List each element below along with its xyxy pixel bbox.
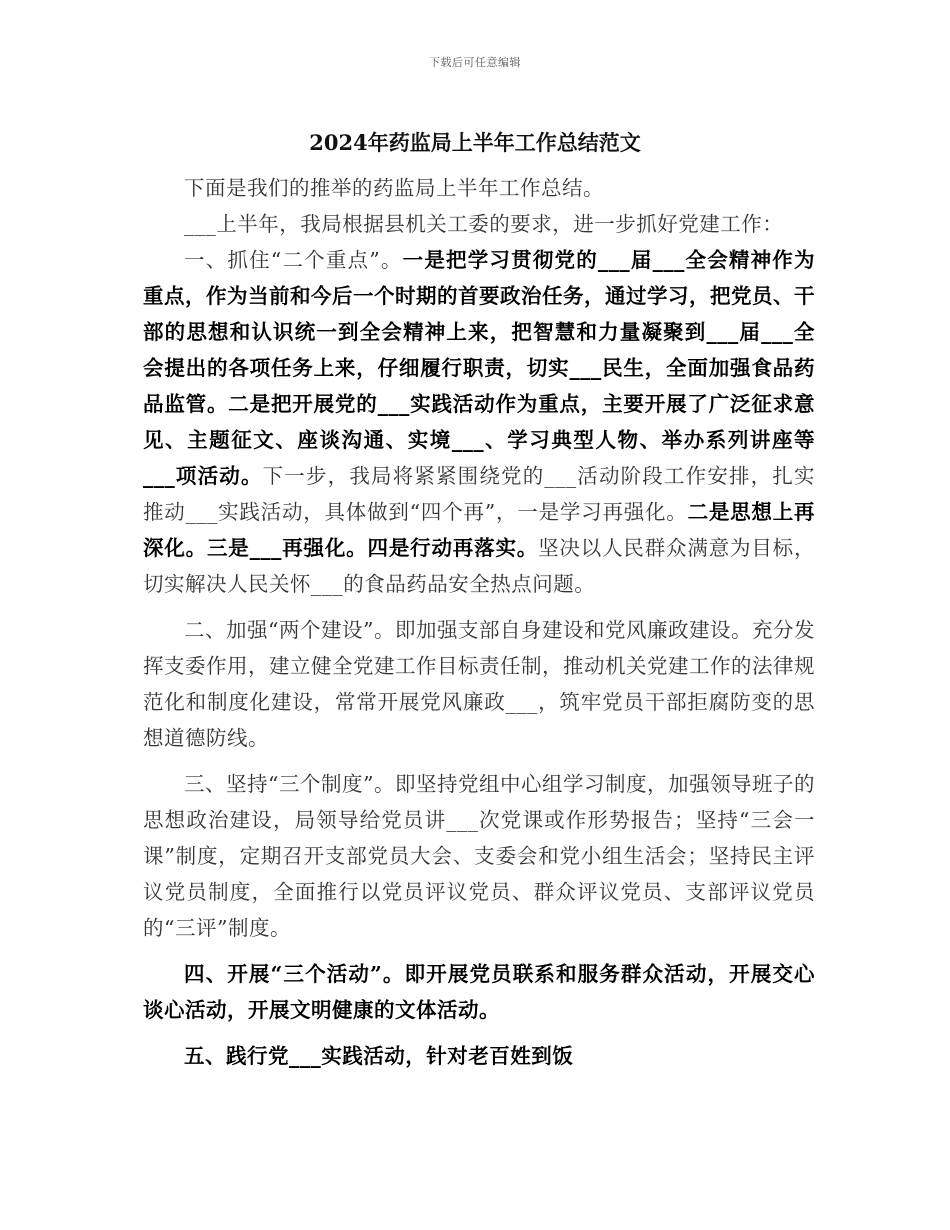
paragraph-gap [143,756,815,766]
paragraph-3-bold-2: 二是思想上再深化。三是___再强化。四是行动再落实。 [143,500,815,560]
paragraph-gap [143,1028,815,1038]
paragraph-3-lead: 一、抓住“二个重点”。 [184,248,403,272]
paragraph-6: 四、开展“三个活动”。即开展党员联系和服务群众活动，开展交心谈心活动，开展文明健康的文体活动。 [143,962,815,1022]
document-body [143,170,815,1074]
paragraph-4: 二、加强“两个建设”。即加强支部自身建设和党风廉政建设。充分发挥支委作用，建立健全党建工作目标责任制，推动机关党建工作的法律规范化和制度化建设，常常开展党风廉政___，筑牢党员干部拒腐防变的思想道德防线。 [143,618,815,750]
paragraph-3-bold-1: 一是把学习贯彻党的___届___全会精神作为重点，作为当前和今后一个时期的首要政治任务，通过学习，把党员、干部的思想和认识统一到全会精神上来，把智慧和力量凝聚到___届___全会提出的各项任务上来，仔细履行职责，切实___民生，全面加强食品药品监管。二是把开展党的___实践活动作为重点，主要开展了广泛征求意见、主题征文、座谈沟通、实境___、学习典型人物、举办系列讲座等___项活动。 [143,248,815,488]
paragraph-3-normal-2: 坚决以人民群众满意为目标，切实解决人民关怀___的食品药品安全热点问题。 [143,536,816,596]
paragraph-gap [143,946,815,956]
paragraph-gap [143,602,815,612]
paragraph-2: ___上半年，我局根据县机关工委的要求，进一步抓好党建工作： [184,212,784,236]
paragraph-3 [143,242,815,602]
paragraph-intro: 下面是我们的推举的药监局上半年工作总结。 [184,176,604,200]
page-header: 下载后可任意编辑 [429,56,521,69]
paragraph-3-normal-1: 下一步，我局将紧紧围绕党的___活动阶段工作安排，扎实推动___实践活动，具体做到“四个再”，一是学习再强化。 [143,464,816,524]
paragraph-5: 三、坚持“三个制度”。即坚持党组中心组学习制度，加强领导班子的思想政治建设，局领导给党员讲___次党课或作形势报告；坚持“三会一课”制度，定期召开支部党员大会、支委会和党小组生活会；坚持民主评议党员制度，全面推行以党员评议党员、群众评议党员、支部评议党员的“三评”制度。 [143,772,815,940]
document-title: 2024年药监局上半年工作总结范文 [309,130,641,155]
paragraph-7: 五、践行党___实践活动，针对老百姓到饭 [184,1044,574,1068]
